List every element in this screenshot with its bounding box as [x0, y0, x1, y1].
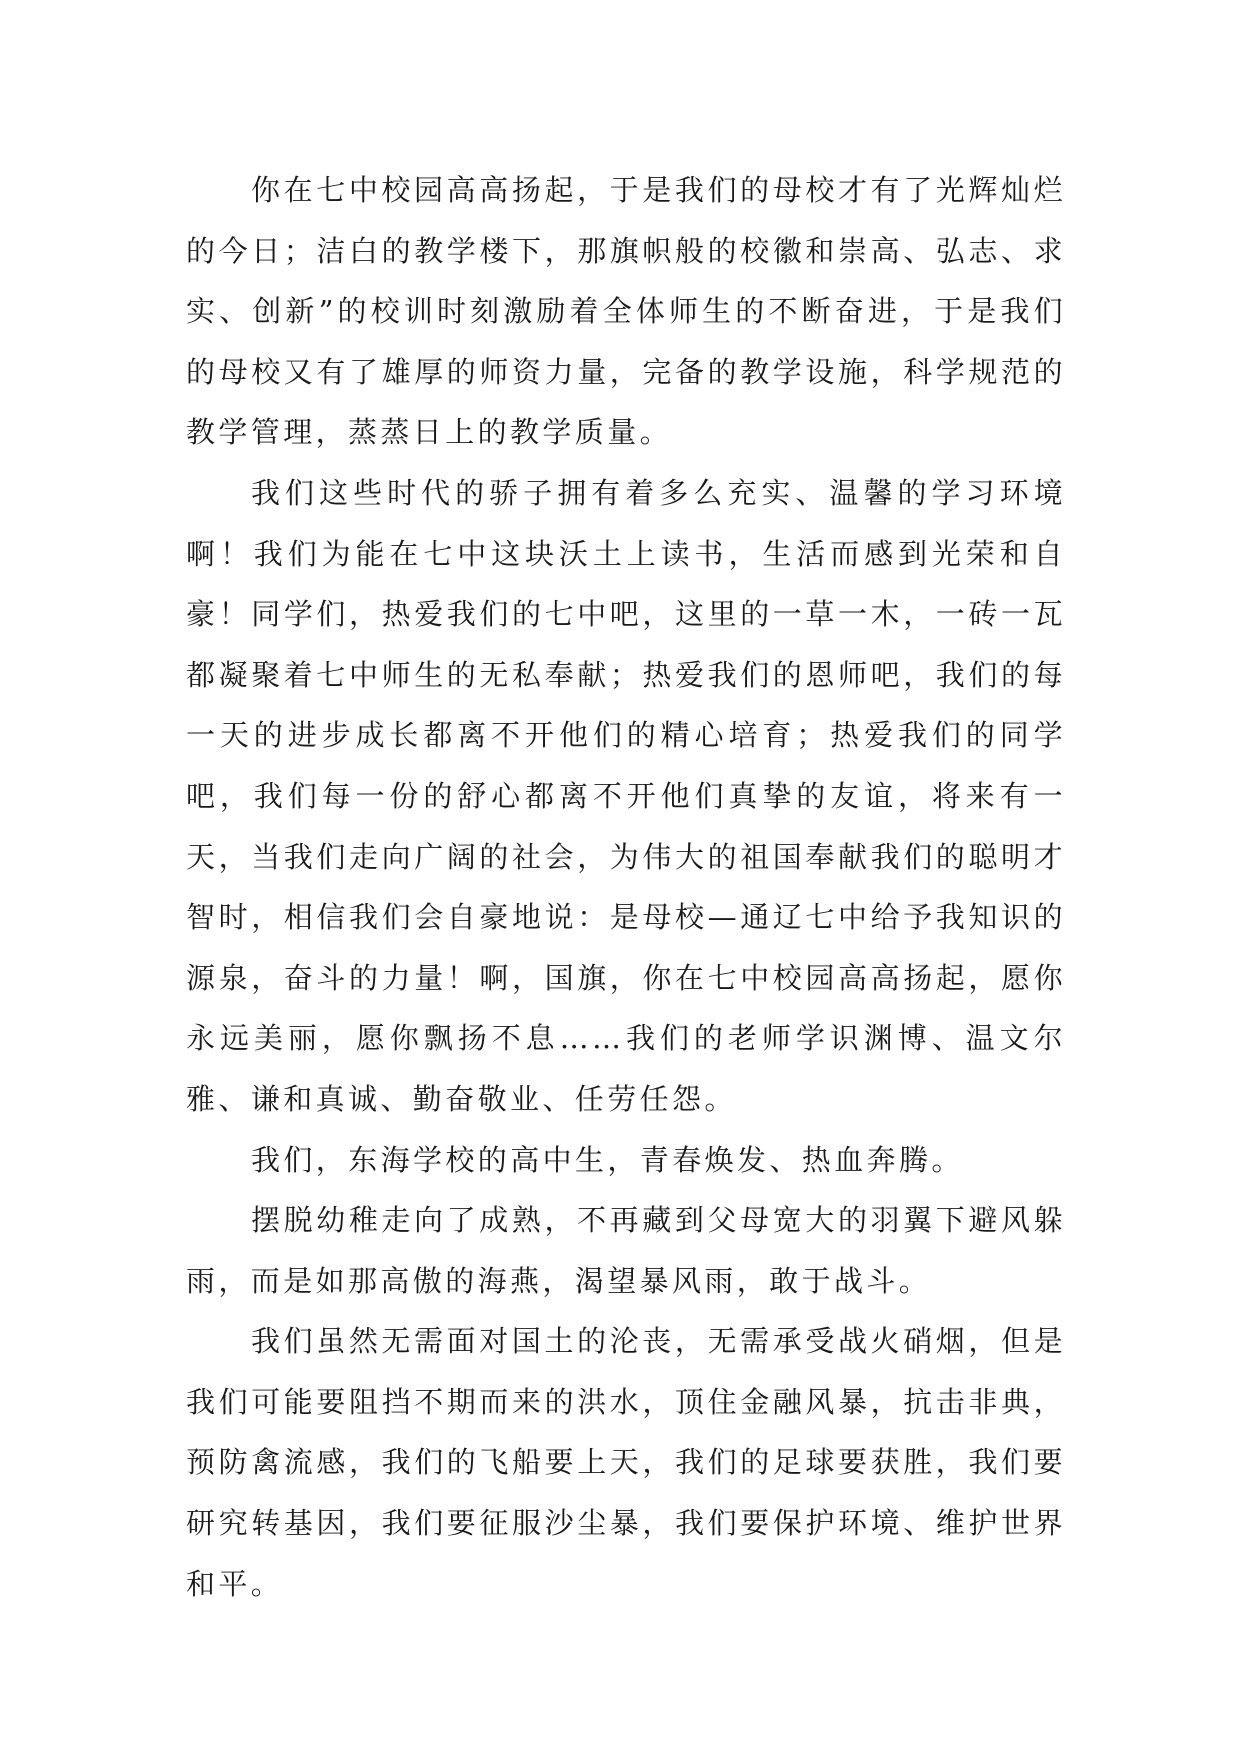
paragraph-1: 你在七中校园高高扬起，于是我们的母校才有了光辉灿烂的今日；洁白的教学楼下，那旗帜般的校徽和崇高、弘志、求实、创新”的校训时刻激励着全体师生的不断奋进，于是我们的母校又有了雄厚的师资力量，完备的教学设施，科学规范的教学管理，蒸蒸日上的教学质量。 — [186, 173, 1066, 450]
paragraph-3: 我们，东海学校的高中生，青春焕发、热血奔腾。 — [251, 1142, 964, 1177]
paragraph-2: 我们这些时代的骄子拥有着多么充实、温馨的学习环境啊！我们为能在七中这块沃土上读书，生活而感到光荣和自豪！同学们，热爱我们的七中吧，这里的一草一木，一砖一瓦都凝聚着七中师生的无私奉献；热爱我们的恩师吧，我们的每一天的进步成长都离不开他们的精心培育；热爱我们的同学吧，我们每一份的舒心都离不开他们真挚的友谊，将来有一天，当我们走向广阔的社会，为伟大的祖国奉献我们的聪明才智时，相信我们会自豪地说：是母校—通辽七中给予我知识的源泉，奋斗的力量！啊，国旗，你在七中校园高高扬起，愿你永远美丽，愿你飘扬不息……我们的老师学识渊博、温文尔雅、谦和真诚、勤奋敬业、任劳任怨。 — [186, 475, 1066, 1116]
paragraph-5: 我们虽然无需面对国土的沦丧，无需承受战火硝烟，但是我们可能要阻挡不期而来的洪水，顶住金融风暴，抗击非典，预防禽流感，我们的飞船要上天，我们的足球要获胜，我们要研究转基因，我们要征服沙尘暴，我们要保护环境、维护世界和平。 — [186, 1324, 1066, 1601]
document-body — [186, 160, 1066, 1614]
paragraph-4: 摆脱幼稚走向了成熟，不再藏到父母宽大的羽翼下避风躲雨，而是如那高傲的海燕，渴望暴风雨，敢于战斗。 — [186, 1203, 1066, 1298]
